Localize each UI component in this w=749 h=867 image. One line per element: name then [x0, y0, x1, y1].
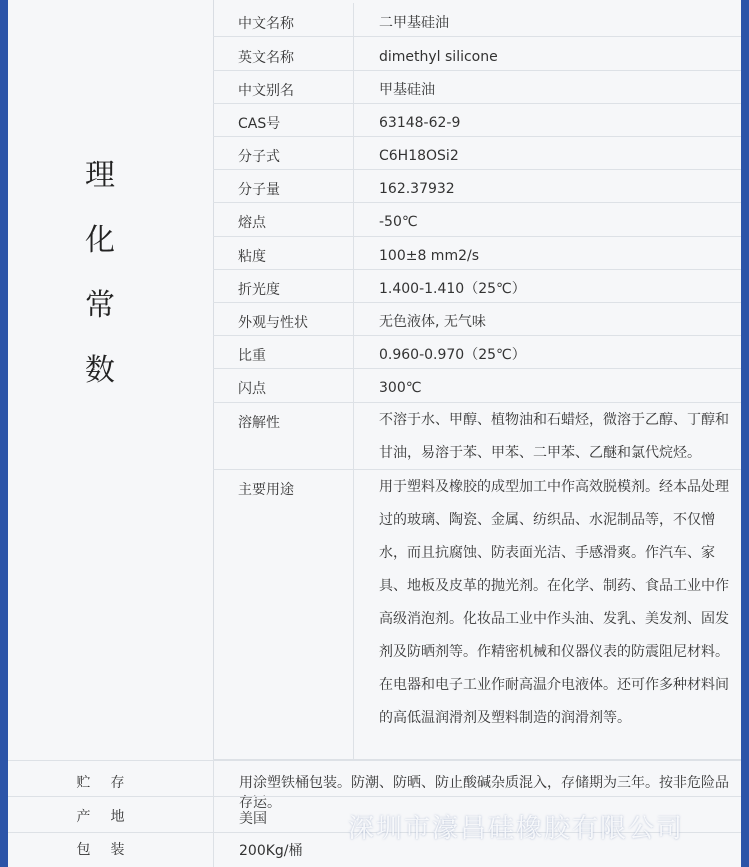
spec-value: 162.37932: [379, 181, 455, 197]
spec-row: [213, 136, 741, 170]
spec-label: 熔点: [238, 215, 266, 231]
storage-value: 用涂塑铁桶包装。防潮、防晒、防止酸碱杂质混入，存储期为三年。按非危险品存运。: [239, 775, 729, 811]
spec-label: 分子式: [238, 149, 280, 165]
spec-value: 1.400-1.410（25℃）: [379, 281, 526, 297]
spec-sheet: [8, 0, 741, 867]
spec-row: [213, 236, 741, 270]
spec-label: 折光度: [238, 282, 280, 298]
packaging-label: 包装: [76, 842, 145, 858]
spec-value: dimethyl silicone: [379, 49, 498, 65]
spec-value: 300℃: [379, 380, 422, 396]
spec-row: [213, 269, 741, 303]
left-title-column: [8, 0, 214, 760]
spec-row: [213, 37, 741, 71]
spec-value: C6H18OSi2: [379, 148, 459, 164]
spec-row: [213, 302, 741, 336]
storage-label: 贮存: [76, 775, 145, 791]
spec-label: 英文名称: [238, 50, 294, 66]
spec-value: 二甲基硅油: [379, 15, 449, 31]
spec-row: [213, 103, 741, 137]
spec-row: [213, 469, 741, 760]
spec-label: 溶解性: [238, 415, 280, 431]
packaging-value: 200Kg/桶: [239, 843, 303, 859]
spec-label: CAS号: [238, 116, 281, 132]
title-char: 数: [85, 353, 115, 388]
storage-row: [8, 760, 741, 811]
spec-label: 外观与性状: [238, 315, 308, 331]
spec-value: 无色液体, 无气味: [379, 314, 486, 330]
spec-value: 用于塑料及橡胶的成型加工中作高效脱模剂。经本品处理过的玻璃、陶瓷、金属、纺织品、水泥制品等，不仅憎水，而且抗腐蚀、防表面光洁、手感滑爽。作汽车、家具、地板及皮革的抛光剂。在化学、制药、食品工业中作高级消泡剂。化妆品工业中作头油、发乳、美发剂、固发剂及防晒剂等。作精密机械和仪器仪表的防震阻尼材料。在电器和电子工业作耐高温介电液体。还可作多种材料间的高低温润滑剂及塑料制造的润滑剂等。: [379, 479, 729, 726]
spec-label: 闪点: [238, 381, 266, 397]
spec-value: 100±8 mm2/s: [379, 248, 480, 264]
spec-row: [213, 402, 741, 470]
spec-value: 0.960-0.970（25℃）: [379, 347, 526, 363]
spec-value: -50℃: [379, 214, 418, 230]
spec-row: [213, 3, 741, 37]
spec-row: [213, 70, 741, 104]
spec-row: [213, 368, 741, 403]
title-char: 常: [85, 288, 115, 323]
company-watermark: 深圳市濠昌硅橡胶有限公司: [348, 814, 685, 844]
spec-value: 甲基硅油: [379, 82, 435, 98]
spec-value: 63148-62-9: [379, 115, 461, 131]
title-char: 化: [85, 223, 115, 258]
title-char: 理: [85, 158, 115, 193]
spec-label: 比重: [238, 348, 266, 364]
vertical-title: [80, 143, 120, 403]
origin-label: 产地: [76, 809, 145, 825]
spec-row: [213, 335, 741, 369]
spec-label: 粘度: [238, 249, 266, 265]
spec-label: 主要用途: [238, 482, 294, 498]
spec-row: [213, 202, 741, 237]
spec-label: 中文名称: [238, 16, 294, 32]
spec-value: 不溶于水、甲醇、植物油和石蜡烃，微溶于乙醇、丁醇和甘油，易溶于苯、甲苯、二甲苯、乙醚和氯代烷烃。: [379, 412, 729, 461]
spec-label: 分子量: [238, 182, 280, 198]
origin-value: 美国: [239, 811, 267, 827]
spec-row: [213, 169, 741, 203]
spec-label: 中文别名: [238, 83, 294, 99]
